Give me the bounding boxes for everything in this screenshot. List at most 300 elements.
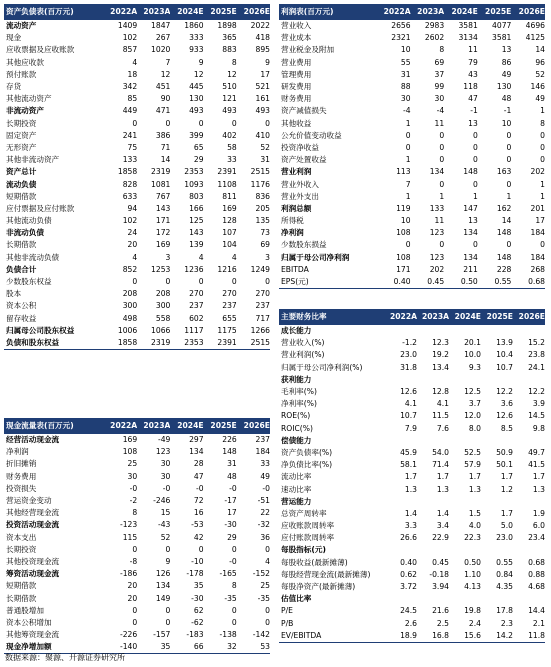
table-cell: 12 (160, 69, 171, 79)
table-cell: 96 (535, 57, 545, 67)
table-row (279, 337, 545, 349)
table-cell: 16.8 (417, 630, 449, 643)
table-cell: 1 (405, 118, 411, 128)
table-cell: 241 (122, 130, 138, 140)
table-cell (385, 496, 417, 508)
table-cell: -138 (219, 630, 237, 640)
table-cell: 0.50 (444, 276, 478, 289)
table-cell: 134 (429, 167, 445, 177)
table-cell: 0 (506, 179, 512, 189)
table-cell: -35 (257, 593, 270, 603)
table-header-row (4, 418, 270, 434)
table-cell: 1266 (250, 325, 270, 335)
table-row (279, 630, 545, 643)
row-label: 净负债比率(%) (281, 460, 333, 470)
table-cell: 2319 (151, 167, 171, 177)
table-cell: 0 (198, 118, 204, 128)
table-row (279, 276, 545, 289)
table-cell: 3.7 (468, 399, 481, 409)
table-row (4, 93, 270, 105)
table-cell: 410 (255, 130, 270, 140)
table-row (279, 154, 545, 166)
table-cell: 12.5 (464, 387, 481, 397)
table-cell: 15 (160, 508, 171, 518)
table-cell: 7.6 (436, 423, 449, 433)
table-cell: -1 (470, 106, 478, 116)
table-row (279, 544, 545, 556)
table-cell: 1081 (151, 179, 171, 189)
table-cell: 0 (439, 179, 445, 189)
table-cell: 22 (260, 508, 270, 518)
column-header: 2024E (444, 4, 478, 20)
table-cell: 166 (189, 203, 204, 213)
row-label: 应付账款周转率 (281, 533, 335, 543)
table-cell: 2.4 (468, 618, 481, 628)
table-cell: 0.62 (400, 569, 417, 579)
table-cell (513, 435, 545, 447)
row-label: 每股经营现金流(最新摊薄) (281, 569, 371, 579)
table-cell: 69 (434, 57, 445, 67)
table-cell: 0 (165, 118, 171, 128)
table-row (279, 423, 545, 435)
table-cell: 17 (260, 69, 270, 79)
table-cell: 20 (127, 240, 138, 250)
table-cell: 1.9 (532, 508, 545, 518)
table-cell: 1.7 (500, 472, 513, 482)
row-label: 研发费用 (281, 82, 312, 92)
row-label: 应收票据及应收账款 (6, 45, 75, 55)
table-cell: 169 (155, 240, 171, 250)
table-cell: 211 (463, 264, 478, 274)
table-cell: 1898 (217, 21, 237, 31)
table-row (279, 459, 545, 471)
table-row (4, 568, 270, 580)
table-cell: 333 (189, 33, 204, 43)
table-cell: 24.5 (400, 606, 417, 616)
table-cell: 13 (501, 45, 512, 55)
row-label: 营业收入(%) (281, 338, 325, 348)
table-cell: 113 (396, 167, 411, 177)
table-cell: -35 (224, 593, 237, 603)
table-cell: 11.5 (432, 411, 449, 421)
table-cell: -183 (186, 630, 204, 640)
table-cell: 22.3 (464, 533, 481, 543)
table-cell: 1 (506, 191, 512, 201)
row-label: 财务费用 (6, 471, 37, 481)
table-cell: 633 (122, 191, 138, 201)
table-cell: 71.4 (432, 460, 449, 470)
table-cell: 55 (400, 57, 411, 67)
table-cell: 35 (193, 581, 204, 591)
row-label: 其他筹资现金流 (6, 630, 60, 640)
table-row (279, 178, 545, 190)
table-cell: 130 (189, 94, 204, 104)
row-label: 长期借款 (6, 240, 37, 250)
table-cell: 8.5 (500, 423, 513, 433)
table-row (279, 593, 545, 605)
table-cell: 1.3 (436, 484, 449, 494)
row-label: ROIC(%) (281, 423, 313, 433)
table-cell: 163 (496, 167, 512, 177)
table-cell: 268 (530, 264, 545, 274)
row-label: 长期投资 (6, 118, 37, 128)
row-label: 其他经营现金流 (6, 508, 60, 518)
table-cell: 14 (501, 216, 512, 226)
table-row (4, 118, 270, 130)
row-label: EBITDA (281, 264, 309, 274)
table-cell: 18 (127, 69, 138, 79)
table-cell: 226 (222, 435, 237, 445)
table-cell: -140 (104, 641, 137, 654)
table-cell: 94 (127, 203, 138, 213)
table-cell: 4.1 (436, 399, 449, 409)
table-cell: 767 (155, 191, 171, 201)
column-header: 2022A (104, 4, 137, 20)
table-cell: 1.7 (468, 472, 481, 482)
table-cell: 53 (237, 641, 270, 654)
table-cell: 72 (193, 496, 204, 506)
table-cell: 3.72 (400, 582, 417, 592)
table-cell: 493 (222, 106, 237, 116)
table-row (4, 166, 270, 178)
table-cell: 43 (468, 69, 478, 79)
table-cell: 1858 (104, 337, 137, 350)
cash-flow-table (4, 418, 270, 654)
table-cell: 31 (227, 459, 237, 469)
table-cell: 1.4 (404, 508, 417, 518)
table-cell: 13 (468, 216, 478, 226)
table-cell: 883 (222, 45, 237, 55)
row-label: 营业外支出 (281, 191, 319, 201)
table-cell: 31.8 (400, 362, 417, 372)
row-label: 留存收益 (6, 313, 37, 323)
table-cell: 2022 (250, 21, 270, 31)
table-cell (385, 544, 417, 556)
table-cell: 184 (255, 447, 270, 457)
row-label: 资本公积增加 (6, 617, 52, 627)
row-label: 所得税 (281, 216, 304, 226)
table-cell: 0.45 (411, 276, 445, 289)
table-cell: 0 (506, 142, 512, 152)
table-cell: 270 (222, 289, 237, 299)
table-cell: 7 (165, 57, 171, 67)
column-header: 2025E (481, 309, 513, 325)
table-cell: 108 (396, 252, 411, 262)
row-label: 筹资活动现金流 (6, 569, 60, 579)
table-cell: 4.35 (496, 582, 513, 592)
table-cell: 15.6 (449, 630, 481, 643)
table-cell: 8 (231, 57, 237, 67)
table-cell (449, 496, 481, 508)
table-row (4, 519, 270, 531)
table-cell: 25 (127, 459, 138, 469)
table-row (4, 300, 270, 312)
table-cell (481, 593, 513, 605)
table-cell: 12.3 (432, 338, 449, 348)
table-cell: 12.6 (496, 411, 513, 421)
row-label: 营业费用 (281, 57, 312, 67)
table-cell: 0 (439, 142, 445, 152)
table-cell: 41.5 (528, 460, 545, 470)
table-cell (417, 593, 449, 605)
table-cell: 28 (193, 459, 204, 469)
table-cell: 1847 (151, 21, 171, 31)
table-cell: 143 (155, 203, 171, 213)
table-row (4, 313, 270, 325)
table-cell: 0 (439, 240, 445, 250)
table-row (279, 325, 545, 337)
table-row (4, 556, 270, 568)
row-label: 管理费用 (281, 69, 312, 79)
table-cell: 123 (429, 252, 445, 262)
table-row (279, 166, 545, 178)
table-cell: 1 (472, 191, 478, 201)
table-cell: 510 (222, 82, 237, 92)
row-label: 预付账款 (6, 69, 37, 79)
table-cell: -30 (224, 520, 237, 530)
table-cell: 828 (122, 179, 138, 189)
table-cell (481, 544, 513, 556)
table-cell: 402 (222, 130, 237, 140)
table-cell: 2.5 (436, 618, 449, 628)
table-title: 主要财务比率 (279, 309, 385, 325)
row-label: 总资产周转率 (281, 508, 327, 518)
table-cell: 1 (439, 191, 445, 201)
table-cell: 445 (189, 82, 204, 92)
table-cell: 35 (137, 641, 170, 654)
table-cell (449, 325, 481, 337)
table-cell: 10.0 (464, 350, 481, 360)
row-label: 非流动负债 (6, 228, 44, 238)
table-cell: -8 (129, 556, 138, 566)
table-row (279, 227, 545, 239)
row-label: 营业利润(%) (281, 350, 325, 360)
table-cell: 171 (396, 264, 411, 274)
table-cell: 208 (155, 289, 171, 299)
table-cell: 205 (255, 203, 270, 213)
table-cell: -53 (191, 520, 204, 530)
table-row (4, 252, 270, 264)
row-label: 其他非流动资产 (6, 155, 60, 165)
table-cell: 143 (189, 228, 204, 238)
table-row (4, 264, 270, 276)
row-label: ROE(%) (281, 411, 311, 421)
table-cell: 8 (439, 45, 445, 55)
table-cell: 4.68 (528, 582, 545, 592)
table-cell: 85 (127, 94, 138, 104)
table-cell (417, 374, 449, 386)
table-cell: -2 (129, 496, 138, 506)
data-source-note: 数据来源：聚源、开源证券研究所 (5, 653, 125, 662)
row-label: 归属于母公司净利润(%) (281, 362, 363, 372)
table-cell: 29 (227, 532, 237, 542)
table-cell: 58 (227, 142, 237, 152)
table-cell: 135 (255, 216, 270, 226)
table-cell: 4 (198, 252, 204, 262)
table-row (4, 130, 270, 142)
table-row (279, 105, 545, 117)
table-row (4, 105, 270, 117)
row-label: 营业收入 (281, 21, 312, 31)
table-row (4, 325, 270, 337)
table-row (279, 362, 545, 374)
table-cell: 118 (463, 82, 478, 92)
table-cell: 0.84 (496, 569, 513, 579)
table-cell: 6.0 (532, 521, 545, 531)
table-cell: 31 (260, 155, 270, 165)
table-cell: 108 (122, 447, 138, 457)
table-cell: 493 (255, 106, 270, 116)
table-cell: 134 (155, 581, 171, 591)
table-header-row (4, 4, 270, 20)
table-cell: 717 (255, 313, 270, 323)
table-cell (513, 325, 545, 337)
table-cell: 2391 (204, 337, 237, 350)
table-cell: 148 (222, 447, 237, 457)
table-cell: 2353 (184, 167, 204, 177)
table-cell: 14.5 (528, 411, 545, 421)
row-label: 归属母公司股东权益 (6, 325, 75, 335)
table-cell (513, 374, 545, 386)
row-label: 流动负债 (6, 179, 37, 189)
table-cell: 0 (231, 277, 237, 287)
table-cell: 172 (155, 228, 171, 238)
financial-ratios-table (279, 309, 545, 643)
table-cell: 1 (405, 155, 411, 165)
table-row (4, 446, 270, 458)
table-row (279, 447, 545, 459)
income-statement-table (279, 4, 545, 289)
table-cell: 3 (165, 252, 171, 262)
table-cell: 237 (222, 301, 237, 311)
table-row (4, 239, 270, 251)
table-cell: 149 (155, 593, 171, 603)
column-header: 2026E (513, 309, 545, 325)
table-cell: 22.9 (432, 533, 449, 543)
row-label: 净利率(%) (281, 399, 317, 409)
table-row (279, 435, 545, 447)
table-cell: 1093 (184, 179, 204, 189)
table-cell: 52 (260, 142, 270, 152)
table-cell: 1 (540, 191, 545, 201)
table-cell: 0 (198, 544, 204, 554)
table-row (279, 471, 545, 483)
table-cell: 418 (255, 33, 270, 43)
table-cell: 12.2 (528, 387, 545, 397)
table-cell: 498 (122, 313, 138, 323)
table-cell (449, 593, 481, 605)
table-cell: 9 (198, 57, 204, 67)
table-cell: 12 (193, 69, 204, 79)
table-row (279, 569, 545, 581)
table-title: 资产负债表(百万元) (4, 4, 104, 20)
table-cell: 4.1 (404, 399, 417, 409)
table-cell: 161 (255, 94, 270, 104)
row-label: 现金净增加额 (4, 641, 104, 654)
table-cell: 184 (530, 228, 545, 238)
table-cell (513, 544, 545, 556)
table-cell: 237 (189, 301, 204, 311)
table-row (279, 215, 545, 227)
table-cell: 4077 (492, 21, 512, 31)
table-cell: 852 (122, 264, 138, 274)
table-cell: 19.8 (464, 606, 481, 616)
table-cell: -0.18 (429, 569, 449, 579)
table-cell: 1.3 (468, 484, 481, 494)
table-cell: 0 (405, 130, 411, 140)
table-cell: 1108 (217, 179, 237, 189)
table-cell: 558 (155, 313, 171, 323)
table-cell: 803 (189, 191, 204, 201)
table-cell: 2515 (237, 337, 270, 350)
table-cell: 7 (405, 179, 411, 189)
table-row (279, 44, 545, 56)
table-cell: 3.6 (500, 399, 513, 409)
table-cell: 0 (405, 240, 411, 250)
table-row (279, 20, 545, 32)
row-label: 应收账款周转率 (281, 521, 335, 531)
table-cell: 121 (222, 94, 237, 104)
table-cell: -4 (403, 106, 411, 116)
table-cell: 14.4 (528, 606, 545, 616)
section-label: 营运能力 (281, 496, 312, 506)
table-cell: 2.3 (500, 618, 513, 628)
row-label: EPS(元) (279, 276, 377, 289)
table-cell: 12.6 (400, 387, 417, 397)
table-header-row (279, 309, 545, 325)
table-cell: 4 (265, 556, 270, 566)
table-row (279, 349, 545, 361)
row-label: 营业成本 (281, 33, 312, 43)
table-row (4, 580, 270, 592)
table-cell: 0 (540, 240, 545, 250)
table-cell: 237 (255, 435, 270, 445)
row-label: P/B (281, 618, 294, 628)
table-cell: 11 (434, 118, 445, 128)
table-cell: 11.8 (513, 630, 545, 643)
table-cell: 811 (222, 191, 237, 201)
table-cell (449, 544, 481, 556)
table-cell: 130 (496, 82, 512, 92)
table-cell: 90 (160, 94, 171, 104)
table-cell: 1253 (151, 264, 171, 274)
table-cell: 24 (127, 228, 138, 238)
table-row (279, 57, 545, 69)
table-cell: 2602 (424, 33, 445, 43)
table-cell: 1.10 (464, 569, 481, 579)
table-row (4, 32, 270, 44)
table-cell: -142 (252, 630, 270, 640)
table-cell: 23.4 (528, 533, 545, 543)
table-row (4, 20, 270, 32)
table-row (4, 471, 270, 483)
table-cell: 17 (227, 508, 237, 518)
table-cell: 88 (400, 82, 411, 92)
table-cell: 24.1 (528, 362, 545, 372)
table-cell: 655 (222, 313, 237, 323)
table-row (279, 398, 545, 410)
row-label: 营业利润 (281, 167, 312, 177)
table-cell: 10 (400, 45, 411, 55)
table-cell: 3581 (492, 33, 512, 43)
table-cell: 1006 (117, 325, 138, 335)
table-cell (449, 435, 481, 447)
table-cell (417, 325, 449, 337)
table-cell: 14.2 (481, 630, 513, 643)
table-cell: 2.6 (404, 618, 417, 628)
row-label: 非流动资产 (6, 106, 44, 116)
table-cell: 3.94 (432, 582, 449, 592)
